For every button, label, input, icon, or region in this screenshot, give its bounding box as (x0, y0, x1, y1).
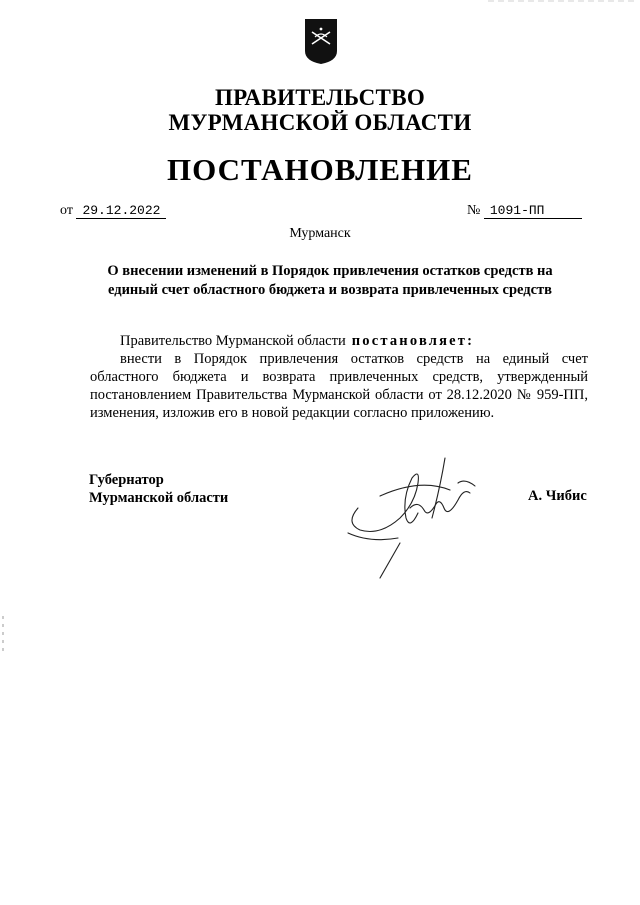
date-row (60, 203, 166, 219)
government-title-line2: МУРМАНСКОЙ ОБЛАСТИ (168, 110, 472, 135)
position-line2: Мурманской области (89, 490, 229, 506)
government-title (0, 85, 640, 135)
document-date: 29.12.2022 (76, 203, 166, 219)
date-prefix: от (60, 203, 73, 218)
body-paragraph: внести в Порядок привлечения остатков средств на единый счет областного бюджета и возврата привлеченных средств, утвержденный постановлением Правительства Мурманской области от 28.12.2020 № 959-ПП, изменения, изложив его в новой редакции согласно приложению. (90, 351, 588, 421)
lead-text: Правительство Мурманской области (120, 333, 346, 349)
coat-of-arms-icon (303, 17, 339, 65)
handwritten-signature (340, 448, 490, 583)
scan-edge-marks (2, 616, 4, 656)
document-number: 1091-ПП (484, 203, 582, 219)
government-title-line1: ПРАВИТЕЛЬСТВО (214, 85, 426, 110)
scan-artifact-line (488, 0, 638, 3)
city: Мурманск (289, 226, 351, 241)
signatory-position (89, 471, 228, 507)
lead-sentence (120, 333, 474, 350)
document-subject (80, 262, 580, 300)
subject-line2: единый счет областного бюджета и возврата привлеченных средств (108, 282, 552, 298)
document-type: ПОСТАНОВЛЕНИЕ (167, 152, 473, 187)
number-row (467, 203, 582, 219)
position-line1: Губернатор (89, 472, 164, 488)
signatory-name: А. Чибис (528, 488, 587, 504)
number-prefix: № (467, 203, 481, 218)
subject-line1: О внесении изменений в Порядок привлечения остатков средств на (107, 263, 553, 279)
lead-keyword: постановляет: (351, 333, 475, 349)
